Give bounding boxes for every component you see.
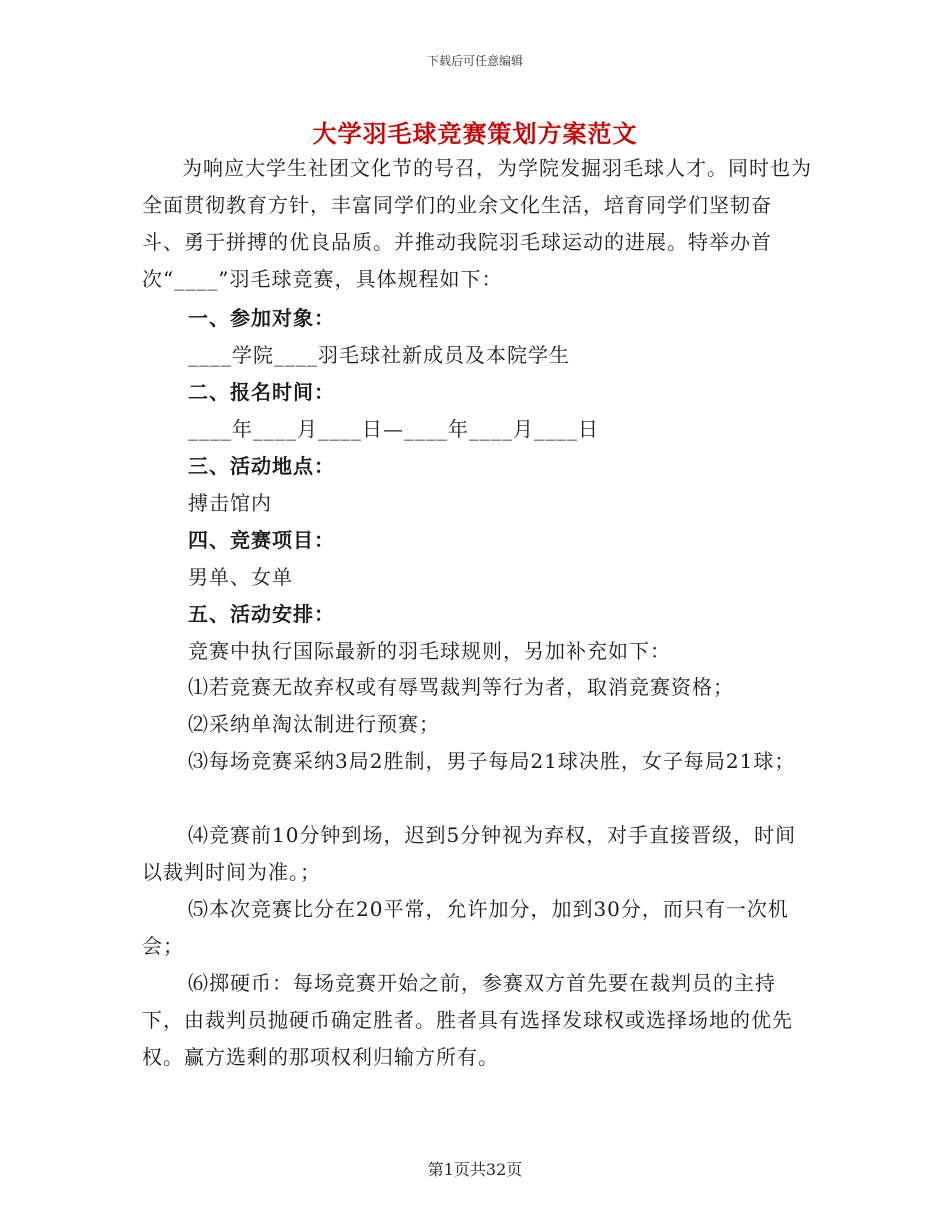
section-body-registration-time: ____年____月____日—____年____月____日 <box>188 417 599 441</box>
section-heading-registration-time: 二、报名时间： <box>188 380 335 404</box>
section-heading-venue: 三、活动地点： <box>188 454 335 478</box>
rule-item-6: ⑹掷硬币：每场竞赛开始之前，参赛双方首先要在裁判员的主持下，由裁判员抛硬币确定胜者。胜者具有选择发球权或选择场地的优先权。赢方选剩的那项权利归输方所有。 <box>142 971 793 1069</box>
page-number-footer: 第1页共32页 <box>427 1160 523 1179</box>
rule-item-3: ⑶每场竞赛采纳3局2胜制，男子每局21球决胜，女子每局21球； <box>188 749 796 773</box>
section-heading-events: 四、竞赛项目： <box>188 528 335 552</box>
rule-item-2: ⑵采纳单淘汰制进行预赛； <box>188 712 440 736</box>
section-body-participants: ____学院____羽毛球社新成员及本院学生 <box>188 343 570 367</box>
rule-item-5: ⑸本次竞赛比分在20平常，允许加分，加到30分，而只有一次机会； <box>142 897 789 958</box>
document-title: 大学羽毛球竞赛策划方案范文 <box>312 119 638 148</box>
section-heading-participants: 一、参加对象： <box>188 306 335 330</box>
section-body-events: 男单、女单 <box>188 565 293 589</box>
intro-paragraph: 为响应大学生社团文化节的号召，为学院发掘羽毛球人才。同时也为全面贯彻教育方针，丰富同学们的业余文化生活，培育同学们坚韧奋斗、勇于拼搏的优良品质。并推动我院羽毛球运动的进展。特举办首次“____”羽毛球竞赛，具体规程如下： <box>142 156 812 291</box>
section-body-venue: 搏击馆内 <box>188 491 272 515</box>
rule-item-1: ⑴若竞赛无故弃权或有辱骂裁判等行为者，取消竞赛资格； <box>188 675 734 699</box>
page-header-note: 下载后可任意编辑 <box>426 54 523 68</box>
section-heading-arrangement: 五、活动安排： <box>188 602 335 626</box>
section-body-arrangement: 竞赛中执行国际最新的羽毛球规则，另加补充如下： <box>188 639 671 663</box>
rule-item-4: ⑷竞赛前10分钟到场，迟到5分钟视为弃权，对手直接晋级，时间以裁判时间为准。； <box>142 823 797 884</box>
